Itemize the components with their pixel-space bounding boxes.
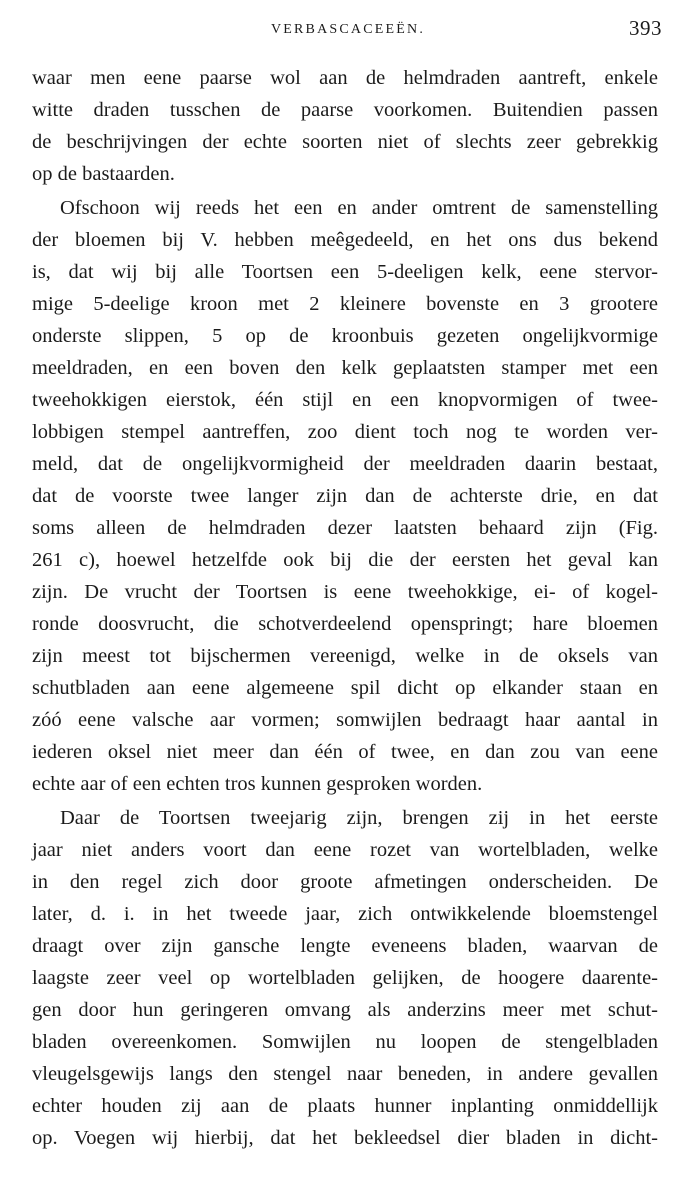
- page-number: 393: [629, 16, 662, 40]
- text-line: zijn meest tot bijschermen vereenigd, welke in de oksels van: [32, 645, 658, 667]
- text-line: bladen overeenkomen. Somwijlen nu loopen de stengelbladen: [32, 1031, 658, 1053]
- text-line: zóó eene valsche aar vormen; somwijlen bedraagt haar aantal in: [32, 709, 658, 731]
- text-line: ronde doosvrucht, die schotverdeelend openspringt; hare bloemen: [32, 613, 658, 635]
- text-line: onderste slippen, 5 op de kroonbuis gezeten ongelijkvormige: [32, 325, 658, 347]
- text-line: de beschrijvingen der echte soorten niet of slechts zeer gebrekkig: [32, 131, 658, 153]
- text-line: op. Voegen wij hierbij, dat het bekleedsel dier bladen in dicht-: [32, 1127, 658, 1149]
- text-line: mige 5-deelige kroon met 2 kleinere bovenste en 3 grootere: [32, 293, 658, 315]
- text-line: meeldraden, en een boven den kelk geplaatsten stamper met een: [32, 357, 658, 379]
- text-line: dat de voorste twee langer zijn dan de achterste drie, en dat: [32, 485, 658, 507]
- text-line: later, d. i. in het tweede jaar, zich ontwikkelende bloemstengel: [32, 903, 658, 925]
- text-line: op de bastaarden.: [32, 163, 175, 185]
- text-line: lobbigen stempel aantreffen, zoo dient toch nog te worden ver-: [32, 421, 658, 443]
- text-line: Ofschoon wij reeds het een en ander omtrent de samenstelling: [60, 197, 658, 219]
- text-line: meld, dat de ongelijkvormigheid der meeldraden daarin bestaat,: [32, 453, 658, 475]
- text-line: der bloemen bij V. hebben meêgedeeld, en het ons dus bekend: [32, 229, 658, 251]
- text-line: 261 c), hoewel hetzelfde ook bij die der eersten het geval kan: [32, 549, 658, 571]
- page-header: [32, 14, 664, 44]
- text-line: tweehokkigen eierstok, één stijl en een knopvormigen of twee-: [32, 389, 658, 411]
- text-line: draagt over zijn gansche lengte eveneens bladen, waarvan de: [32, 935, 658, 957]
- text-line: Daar de Toortsen tweejarig zijn, brengen zij in het eerste: [60, 807, 658, 829]
- text-line: soms alleen de helmdraden dezer laatsten behaard zijn (Fig.: [32, 517, 658, 539]
- text-line: gen door hun geringeren omvang als anderzins meer met schut-: [32, 999, 658, 1021]
- text-line: jaar niet anders voort dan eene rozet van wortelbladen, welke: [32, 839, 658, 861]
- text-line: in den regel zich door groote afmetingen onderscheiden. De: [32, 871, 658, 893]
- text-line: witte draden tusschen de paarse voorkomen. Buitendien passen: [32, 99, 658, 121]
- text-line: echte aar of een echten tros kunnen gesproken worden.: [32, 773, 483, 795]
- text-line: laagste zeer veel op wortelbladen gelijken, de hoogere daarente-: [32, 967, 658, 989]
- text-line: schutbladen aan eene algemeene spil dicht op elkander staan en: [32, 677, 658, 699]
- text-line: zijn. De vrucht der Toortsen is eene tweehokkige, ei- of kogel-: [32, 581, 658, 603]
- text-line: iederen oksel niet meer dan één of twee, en dan zou van eene: [32, 741, 658, 763]
- text-line: vleugelsgewijs langs den stengel naar beneden, in andere gevallen: [32, 1063, 658, 1085]
- running-title: VERBASCACEEËN.: [270, 22, 426, 37]
- text-line: echter houden zij aan de plaats hunner inplanting onmiddellijk: [32, 1095, 658, 1117]
- text-line: waar men eene paarse wol aan de helmdraden aantreft, enkele: [32, 67, 658, 89]
- text-line: is, dat wij bij alle Toortsen een 5-deeligen kelk, eene stervor-: [32, 261, 658, 283]
